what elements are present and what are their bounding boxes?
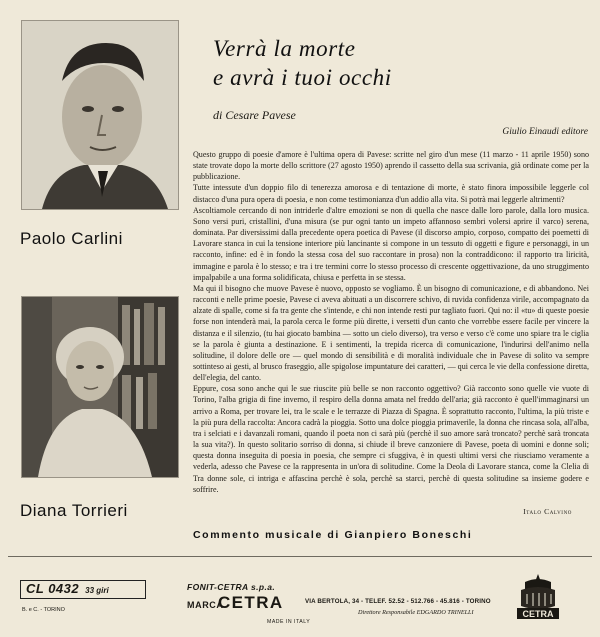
publisher-credit: Giulio Einaudi editore: [502, 127, 588, 137]
cetra-logo-icon: [511, 572, 565, 622]
portrait-photo-diana-torrieri: [21, 296, 179, 478]
author-byline: di Cesare Pavese: [213, 108, 296, 122]
actor-name-carlini: Paolo Carlini: [20, 229, 123, 248]
album-title-line-1: Verrà la morte: [213, 36, 356, 61]
label-director: Direttore Responsabile EDGARDO TRINELLI: [358, 609, 474, 616]
label-company-name: FONIT-CETRA s.p.a.: [187, 582, 276, 592]
printer-credit: B. e C. - TORINO: [22, 607, 65, 613]
label-marca: MARCA: [187, 600, 224, 610]
notes-signature: Italo Calvino: [523, 507, 572, 516]
album-title-line-2: e avrà i tuoi occhi: [213, 65, 392, 90]
footer-divider: [8, 556, 592, 557]
made-in-italy: MADE IN ITALY: [267, 619, 311, 625]
music-credit: Commento musicale di Gianpiero Boneschi: [193, 529, 473, 541]
liner-notes-paragraph: Eppure, cosa sono anche qui le sue riuscite più belle se non racconto oggettivo? Già racconto sono quelle vie vuote di Torino, l'alba grigia di fine inverno, il respiro della donna amata nel freddo dell'aria; già racconto è quell'immaginarsi un arrivo a Roma, per trovare lei, tra le scale e le terrazze di Piazza di Spagna. È soprattutto racconto, l'ultima, la più triste e la più pura della raccolta: Ancora cadrà la pioggia. Sotto una dolce pioggia primaverile, la donna che rincasa sola, all'alba, tra i selciati e i davanzali romani, quando il poeta non ci sarà più (perchè il suo amore sarà troncato? perchè sarà troncata la sua vita?). In questo solitario sorriso di donna, si chiude il breve canzoniere di Pavese, poeta di uomini e donne soli; questa donna inseguita di poesia in poesia, che sempre ci sfuggiva, è in questi ultimi versi che riusciamo veramente a vederla, adesso che Pavese ce la rappresenta in un'ora di solitudine. Come la Deola di Lavorare stanca, come la Clelia di Tra donne sole, ci intriga e affascina perchè è sola, perchè sa starci, perchè di questa solitudine sa insieme godere e soffrire.: [193, 384, 589, 494]
liner-notes: [193, 149, 589, 495]
liner-notes-paragraph: Questo gruppo di poesie d'amore è l'ultima opera di Pavese: scritte nel giro d'un mese (11 marzo - 11 aprile 1950) sono state trovate dopo la morte dello scrittore (27 agosto 1950) aprendo il cassetto della sua scrivania, già ordinate come per la pubblicazione.: [193, 150, 589, 182]
label-address: VIA BERTOLA, 34 - TELEF. 52.52 - 512.766 - 45.816 - TORINO: [305, 598, 491, 605]
cetra-logo-text: CETRA: [522, 609, 554, 619]
actor-name-torrieri: Diana Torrieri: [20, 501, 128, 520]
catalog-number: CL 0432: [26, 581, 80, 596]
liner-notes-paragraph: Ma qui il bisogno che muove Pavese è nuovo, opposto se vogliamo. È un bisogno di comunicazione, e di abbandono. Nei racconti e nelle prime poesie, Pavese ci aveva abituati a un discorrere schivo, di ruvida confidenza virile, accompagnato da alzate di spalle, come si fa tra gente che s'intende, e chi non intende resti pur tagliato fuori. Qui no: il «tu» di queste poesie forse non intenderà mai, la parola cerca le forme più dirette, i versetti d'un canto che vorrebbe essere facile per vincere la distanza e il silenzio, (tu hai giocato bambina — sotto un cielo diverso), tra verso e verso c'è come uno spiare tra le ciglia se la parola è giunta a destinazione. E i sentimenti, la trepida ricerca di comunicazione, l'indurirsi dell'animo nella solitudine, il dolore delle ore — quel mondo di sensibilità e di moralità individuale che in Pavese di solito va sempre sottinteso ai gesti, al brusco fraseggio, alle spigolose impuntature dei caratteri, — qui cerca le vie della confessione diretta, dell'elegia, del canto.: [193, 283, 589, 383]
liner-notes-paragraph: Ascoltiamole cercando di non intriderle d'altre emozioni se non di quella che nasce dalle loro parole, dalla loro musica. Sono versi puri, cristallini, d'una misura (se pur ogni tanto un impeto affannoso sembri volersi aprire il varco) serena, dominata. Par diversissimi dalla precedente opera poetica di Pavese (il discorso ampio, corposo, compatto dei poemetti di Lavorare stanca in cui la tensione interiore più lancinante si compone in un tessuto di oggetti e figure e personaggi, in un racconto, infine: ed è in fondo la stessa cosa del suo raccontare in prosa) non la contraddicono: il rapporto tra liricità, immagine e parola è lo stesso; e tra i tre termini corre lo stesso processo di crescente oggettivazione, da uno struggimento impalpabile a una forma solidificata, chiusa e perfetta in se stessa.: [193, 205, 589, 282]
label-brand: CETRA: [218, 593, 284, 612]
liner-notes-paragraph: Tutte intessute d'un doppio filo di tenerezza amorosa e di tentazione di morte, è stato finora impossibile leggerle col distacco d'una pura opera di poesia, e non come testimonianza d'un addio alla vita. Si potrà mai leggerle altrimenti?: [193, 183, 589, 204]
portrait-photo-paolo-carlini: [21, 20, 179, 210]
catalog-box: [20, 580, 146, 599]
record-speed: 33 giri: [85, 586, 109, 595]
